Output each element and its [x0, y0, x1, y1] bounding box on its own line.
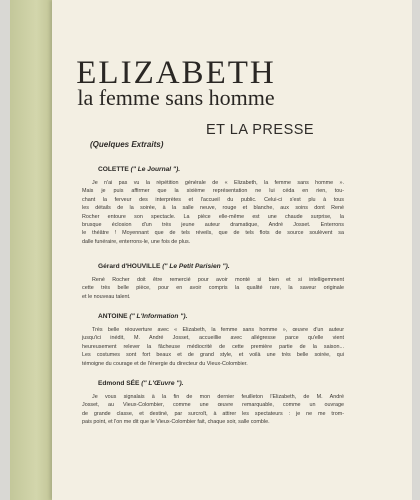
review-section-colette: [82, 166, 344, 246]
text-line: Très belle réouverture avec « Elizabeth, la femme sans homme », œuvre d'un auteur: [92, 327, 344, 333]
text-line: Rocher entoure son spectacle. La pièce elle-même est une chaude surprise, la: [82, 213, 344, 220]
text-line: jusqu'ici inédit, M. André Josset, accueillie avec allégresse parce qu'elle vient: [82, 335, 344, 342]
text-line: cette très belle pièce, pour en avoir compris la qualité rare, la saveur originale: [82, 285, 344, 292]
author-name: ANTOINE: [98, 313, 128, 320]
text-line: Je vous signalais à la fin de mon dernier feuilleton l'Elizabeth, de M. André: [92, 394, 344, 400]
review-text: [82, 326, 344, 368]
newspaper-name: (" Le Petit Parisien ").: [162, 263, 230, 270]
newspaper-name: (" L'Information ").: [129, 313, 188, 320]
press-heading: ET LA PRESSE: [206, 122, 315, 138]
text-line: pais point, et l'on me dit que le Vieux-Colombier fait, chaque soir, salle comble.: [82, 419, 270, 426]
text-line: chant la ferveur des interprètes et l'accueil du public. Celui-ci s'est plu à tous: [82, 196, 344, 203]
text-line: heureusement relever la fâcheuse médiocrité de cette première partie de la saison...: [82, 343, 344, 350]
text-line: et le nouveau talent.: [82, 293, 131, 300]
text-line: Je n'ai pas vu la répétition générale de « Elizabeth, la femme sans homme ».: [92, 180, 344, 186]
review-author: [98, 313, 344, 320]
document-subtitle: la femme sans homme: [77, 85, 275, 110]
text-line: les détails de la soirée, à la salle neuve, rouge et blanche, aux soins dont René: [82, 205, 344, 212]
review-section-antoine: [82, 313, 344, 368]
text-line: témoigne du courage et de l'énergie du directeur du Vieux-Colombier.: [82, 360, 248, 367]
review-author: [98, 166, 344, 173]
review-text: [82, 276, 344, 301]
extracts-label: (Quelques Extraits): [90, 140, 164, 149]
text-line: dalle funéraire, enterrons-le, une fois de plus.: [82, 238, 191, 245]
review-text: [82, 179, 344, 246]
text-line: Josset, au Vieux-Colombier, comme une œuvre remarquable, comme un ouvrage: [82, 402, 344, 409]
review-text: [82, 393, 344, 427]
text-line: de grande classe, et destiné, par surcroît, à attirer les spectateurs : je ne me trom-: [82, 410, 344, 417]
document-title: ELIZABETH: [76, 55, 276, 91]
review-section-see: [82, 380, 344, 427]
page-gutter-shadow: [10, 0, 54, 500]
author-name: Edmond SÉE: [98, 380, 140, 387]
text-line: Mais je puis affirmer que la sixième représentation ne lui céda en rien, tou-: [82, 188, 344, 195]
text-line: Les costumes sont fort beaux et de grand style, et voilà une très belle soirée, qui: [82, 352, 344, 359]
newspaper-name: (" L'Œuvre ").: [141, 380, 184, 387]
text-line: René Rocher doit être remercié pour avoir monté si bien et si intelligemment: [92, 277, 344, 283]
text-line: brusque éclosion d'un très jeune auteur dramatique, André Josset. Enterrons: [82, 222, 344, 229]
review-author: [98, 380, 344, 387]
review-section-houville: [82, 263, 344, 301]
author-name: COLETTE: [98, 166, 129, 173]
text-line: le théâtre ! Moyennant que de tels réveils, que de tels flots de source soulèvent sa: [82, 230, 344, 237]
review-author: [98, 263, 344, 270]
newspaper-name: (" Le Journal ").: [130, 166, 181, 173]
author-name: Gérard d'HOUVILLE: [98, 263, 161, 270]
